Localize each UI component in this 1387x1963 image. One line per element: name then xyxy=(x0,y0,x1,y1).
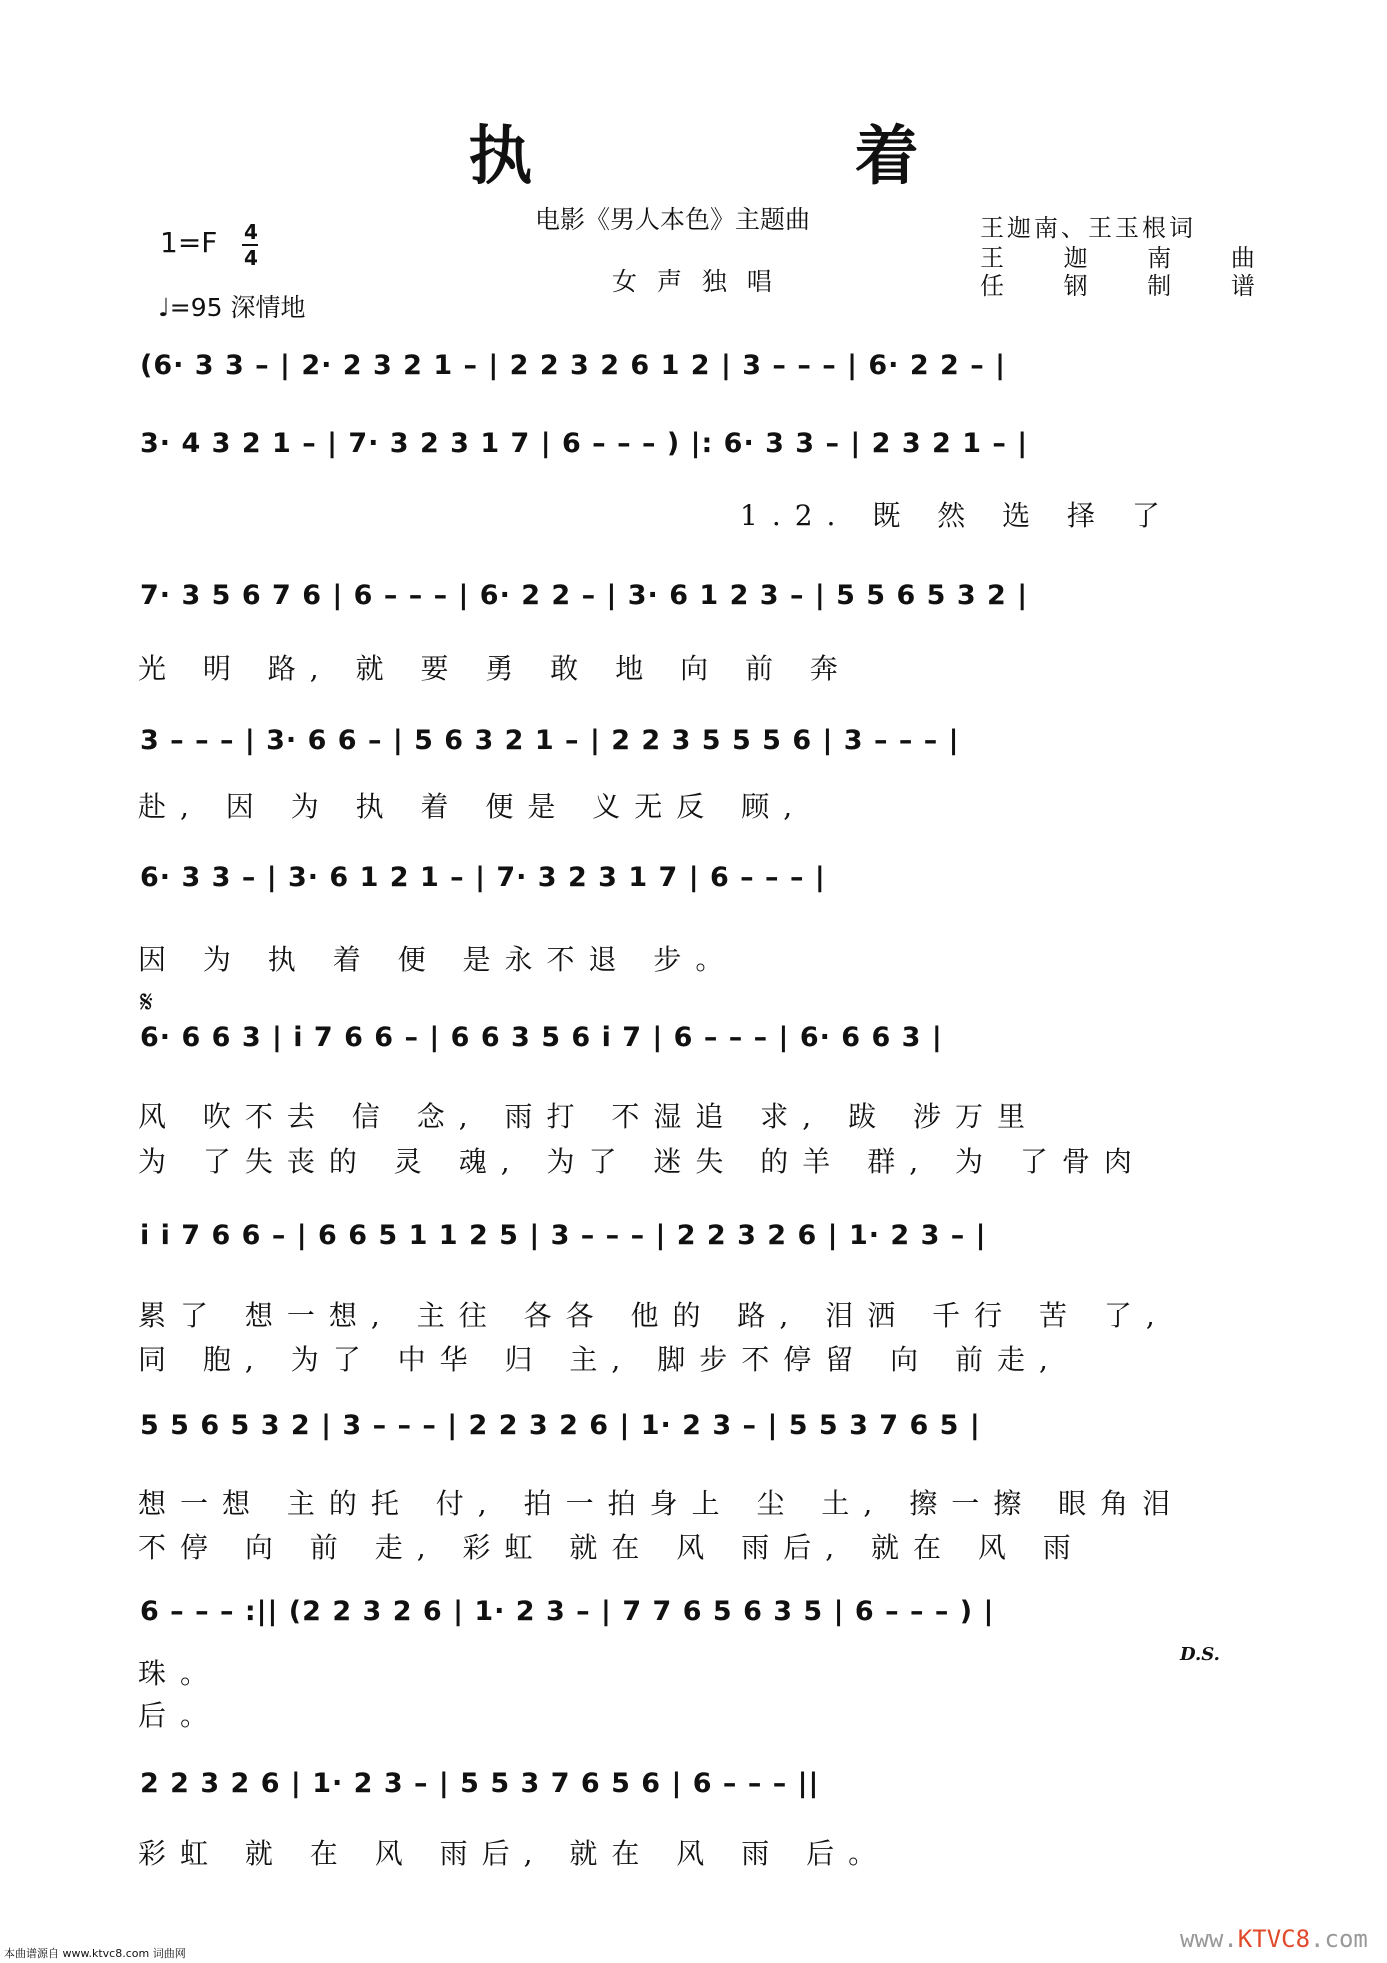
segno-sign: 𝄋 xyxy=(140,985,153,1020)
time-signature-bottom: 4 xyxy=(244,246,258,270)
staff-9-notes: 6 – – – :|| (2 2 3 2 6 | 1· 2 3 – | 7 7 6 5 6 3 5 | 6 – – – ) | xyxy=(140,1596,995,1627)
staff-6-lyric-2: 为 了失丧的 灵 魂, 为了 迷失 的羊 群, 为 了骨肉 xyxy=(138,1145,1146,1178)
staff-8-lyric-1: 想一想 主的托 付, 拍一拍身上 尘 土, 擦一擦 眼角泪 xyxy=(138,1487,1185,1520)
ds-marking: D.S. xyxy=(1180,1644,1220,1665)
site-logo-suffix: .com xyxy=(1310,1925,1368,1953)
staff-7-lyric-1: 累了 想一想, 主往 各各 他的 路, 泪洒 千行 苦 了, xyxy=(138,1299,1169,1332)
staff-8-notes: 5 5 6 5 3 2 | 3 – – – | 2 2 3 2 6 | 1· 2 3 – | 5 5 3 7 6 5 | xyxy=(140,1410,981,1441)
time-signature-top: 4 xyxy=(244,220,258,244)
staff-6-notes: 6· 6 6 3 | i 7 6 6 – | 6 6 3 5 6 i 7 | 6 – – – | 6· 6 6 3 | xyxy=(140,1022,943,1053)
staff-2-notes: 3· 4 3 2 1 – | 7· 3 2 3 1 7 | 6 – – – ) |: 6· 3 3 – | 2 3 2 1 – | xyxy=(140,428,1029,459)
tempo-marking: ♩=95 深情地 xyxy=(158,293,306,322)
staff-6-lyric-1: 风 吹不去 信 念, 雨打 不湿追 求, 跋 涉万里 xyxy=(138,1100,1040,1133)
staff-3-lyric-1: 光 明 路, 就 要 勇 敢 地 向 前 奔 xyxy=(138,652,852,685)
staff-3-notes: 7· 3 5 6 7 6 | 6 – – – | 6· 2 2 – | 3· 6 1 2 3 – | 5 5 6 5 3 2 | xyxy=(140,580,1029,611)
source-footer: 本曲谱源自 www.ktvc8.com 词曲网 xyxy=(4,1947,186,1960)
staff-5-notes: 6· 3 3 – | 3· 6 1 2 1 – | 7· 3 2 3 1 7 | 6 – – – | xyxy=(140,862,826,893)
page-title: 执 着 xyxy=(468,119,1069,194)
staff-9-lyric-2: 后。 xyxy=(138,1699,223,1732)
staff-10-lyric-1: 彩虹 就 在 风 雨后, 就在 风 雨 后。 xyxy=(138,1837,891,1870)
staff-5-lyric-1: 因 为 执 着 便 是永不退 步。 xyxy=(138,943,738,976)
key-signature: 1=F xyxy=(160,226,218,259)
performer: 女 声 独 唱 xyxy=(612,267,778,296)
staff-1-notes: (6· 3 3 – | 2· 2 3 2 1 – | 2 2 3 2 6 1 2 | 3 – – – | 6· 2 2 – | xyxy=(140,350,1006,381)
credit-composer: 王 迦 南 曲 xyxy=(980,244,1281,272)
credit-arranger: 任 钢 制 谱 xyxy=(980,272,1281,300)
staff-7-notes: i i 7 6 6 – | 6 6 5 1 1 2 5 | 3 – – – | 2 2 3 2 6 | 1· 2 3 – | xyxy=(140,1220,987,1251)
staff-8-lyric-2: 不停 向 前 走, 彩虹 就在 风 雨后, 就在 风 雨 xyxy=(138,1531,1085,1564)
site-logo xyxy=(1180,1925,1368,1953)
staff-4-notes: 3 – – – | 3· 6 6 – | 5 6 3 2 1 – | 2 2 3 5 5 5 6 | 3 – – – | xyxy=(140,725,960,756)
site-logo-brand: KTVC8 xyxy=(1237,1925,1311,1953)
subtitle: 电影《男人本色》主题曲 xyxy=(535,205,811,234)
credit-lyricist: 王迦南、王玉根词 xyxy=(980,214,1196,242)
staff-7-lyric-2: 同 胞, 为了 中华 归 主, 脚步不停留 向 前走, xyxy=(138,1343,1062,1376)
staff-9-lyric-1: 珠。 xyxy=(138,1657,223,1690)
staff-4-lyric-1: 赴, 因 为 执 着 便是 义无反 顾, xyxy=(138,790,807,823)
site-logo-prefix: www. xyxy=(1180,1925,1238,1953)
staff-10-notes: 2 2 3 2 6 | 1· 2 3 – | 5 5 3 7 6 5 6 | 6 – – – || xyxy=(140,1768,820,1799)
staff-2-lyric-1: 1.2. 既 然 选 择 了 xyxy=(740,499,1174,532)
